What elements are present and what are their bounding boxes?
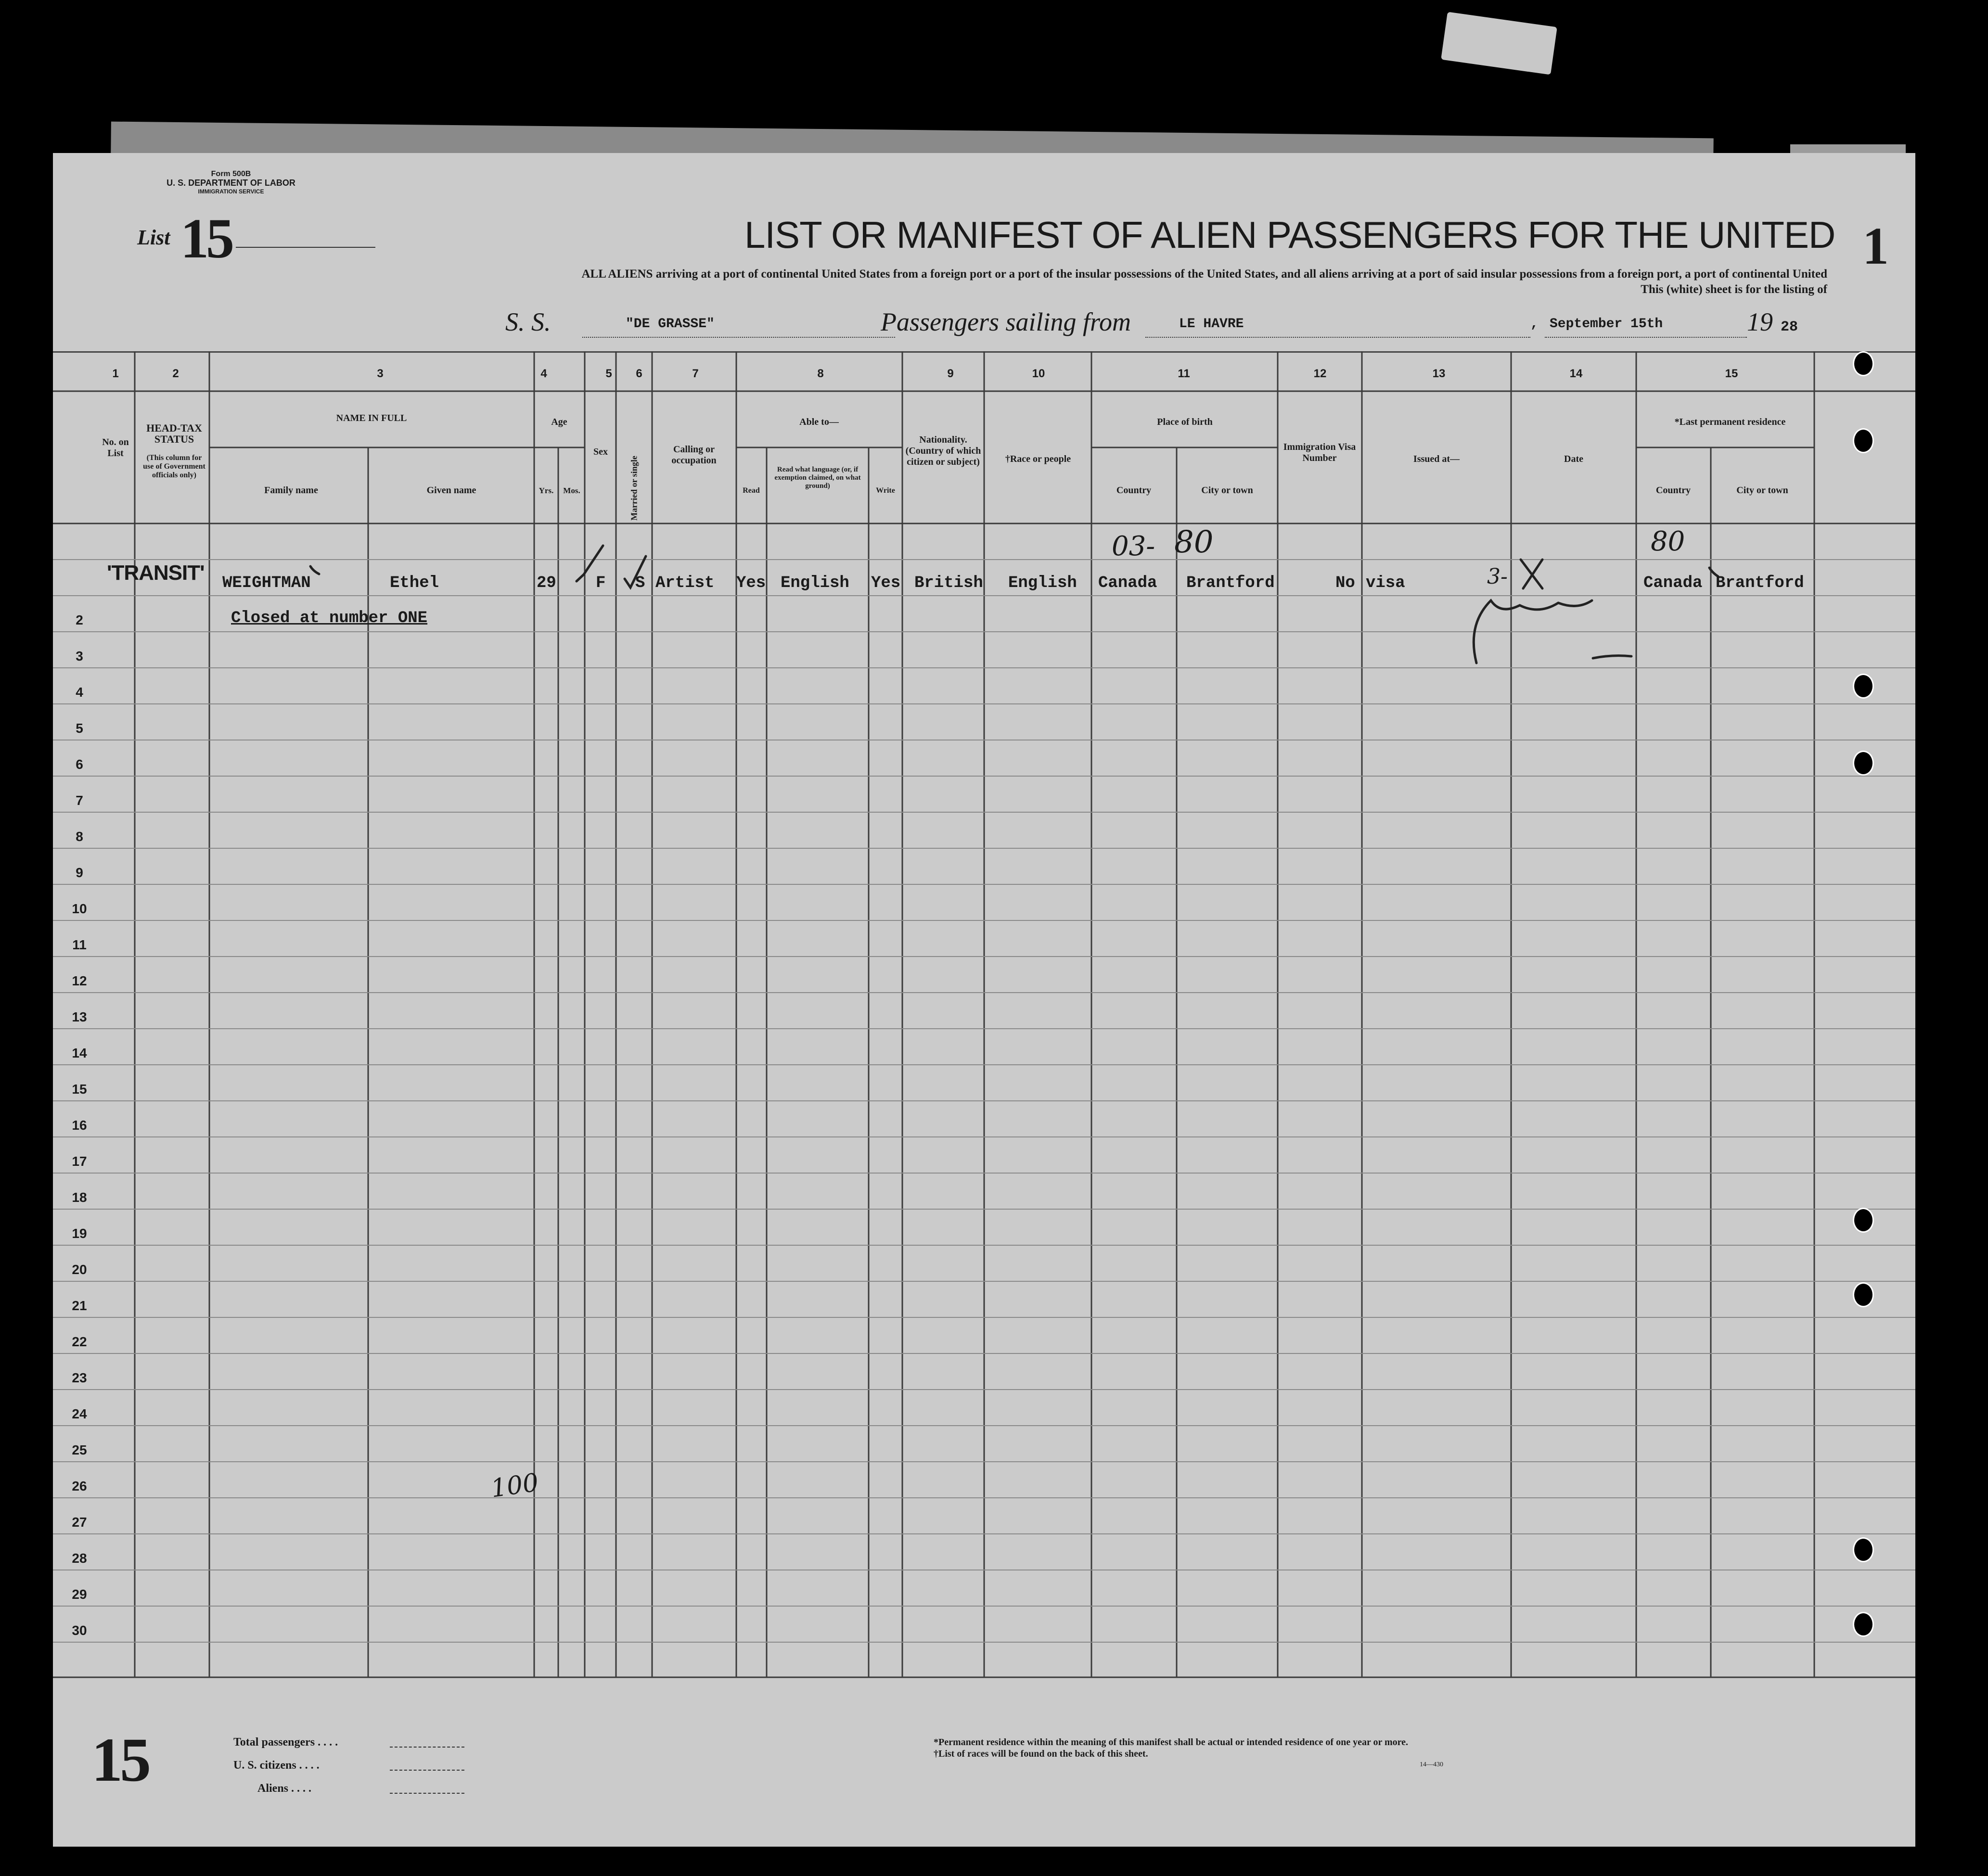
row-number-12: 12 <box>72 973 87 988</box>
col-num-8: 8 <box>817 367 824 380</box>
col-num-14: 14 <box>1569 367 1583 380</box>
row-number-4: 4 <box>76 685 83 700</box>
visa-issued-at: visa <box>1366 574 1405 592</box>
row-number-26: 26 <box>72 1479 87 1493</box>
birth-code-80: 80 <box>1174 524 1214 560</box>
head-birth-city: City or town <box>1201 485 1253 496</box>
marital-status: S <box>635 574 645 592</box>
row-number-15: 15 <box>72 1082 87 1097</box>
row-number-11: 11 <box>72 937 87 952</box>
binder-hole <box>1853 1537 1874 1562</box>
date-separator: , <box>1530 317 1539 332</box>
row-number-28: 28 <box>72 1551 87 1566</box>
birth-city: Brantford <box>1186 574 1275 592</box>
list-number: 15 <box>180 207 231 270</box>
year-prefix: 19 <box>1747 307 1773 336</box>
row-number-17: 17 <box>72 1154 87 1169</box>
row-number-8: 8 <box>76 829 83 844</box>
form-number: Form 500B <box>211 170 251 178</box>
col-num-10: 10 <box>1032 367 1045 380</box>
can-read: Yes <box>736 574 766 592</box>
occupation: Artist <box>655 574 715 592</box>
col-num-5: 5 <box>605 367 612 380</box>
head-able-to: Able to— <box>799 417 839 427</box>
nationality: British <box>914 574 983 592</box>
head-res-city: City or town <box>1736 485 1788 496</box>
birth-country: Canada <box>1098 574 1157 592</box>
head-calling: Calling or occupation <box>671 444 717 466</box>
aliens-label: Aliens . . . . <box>257 1782 312 1795</box>
table-grid <box>53 153 1915 1847</box>
binder-hole <box>1853 674 1874 699</box>
head-race: †Race or people <box>1005 454 1071 464</box>
manifest-page <box>53 153 1915 1847</box>
sex: F <box>596 574 606 592</box>
aliens-line <box>390 1793 464 1794</box>
row-number-14: 14 <box>72 1046 87 1060</box>
footer-list-number: 15 <box>91 1725 148 1795</box>
birth-code: 03- <box>1112 531 1155 562</box>
manifest-title: LIST OR MANIFEST OF ALIEN PASSENGERS FOR THE UNITED <box>744 214 1835 256</box>
col-num-4: 4 <box>540 367 547 380</box>
row-number-19: 19 <box>72 1226 87 1241</box>
residence-country: Canada <box>1643 574 1703 592</box>
subtitle-line-1: ALL ALIENS arriving at a port of continental United States from a foreign port or a port of the insular possessions of the United States, and all aliens arriving at a port of said insular possessions from a foreign port, a port of continental United <box>581 268 1827 281</box>
col-num-7: 7 <box>692 367 699 380</box>
head-issued-at: Issued at— <box>1413 454 1460 464</box>
row-number-18: 18 <box>72 1190 87 1205</box>
binder-hole <box>1853 751 1874 776</box>
head-sex: Sex <box>593 447 608 457</box>
row-number-29: 29 <box>72 1587 87 1602</box>
service: IMMIGRATION SERVICE <box>198 188 264 195</box>
can-write: Yes <box>871 574 901 592</box>
col-num-12: 12 <box>1313 367 1327 380</box>
transit-stamp: 'TRANSIT' <box>107 561 205 585</box>
family-name: WEIGHTMAN <box>222 574 311 592</box>
binder-hole <box>1853 1208 1874 1233</box>
race: English <box>1008 574 1077 592</box>
row-number-10: 10 <box>72 901 87 916</box>
sailing-date: September 15th <box>1550 317 1663 332</box>
mark-100: 100 <box>489 1468 540 1504</box>
subtitle-line-2: This (white) sheet is for the listing of <box>1641 283 1827 296</box>
head-given-name: Given name <box>426 485 476 496</box>
head-read-language: Read what language (or, if exemption claimed, on what ground) <box>774 466 861 490</box>
head-head-tax: HEAD-TAX STATUS <box>146 422 202 445</box>
given-name: Ethel <box>390 574 439 592</box>
col-num-2: 2 <box>172 367 179 380</box>
sailing-label: Passengers sailing from <box>881 307 1131 336</box>
total-passengers-line <box>390 1747 464 1748</box>
col-num-13: 13 <box>1432 367 1446 380</box>
head-write: Write <box>876 486 895 495</box>
year-suffix: 28 <box>1781 319 1798 335</box>
us-citizens-label: U. S. citizens . . . . <box>233 1759 320 1772</box>
department: U. S. DEPARTMENT OF LABOR <box>167 178 295 188</box>
binder-hole <box>1853 428 1874 453</box>
head-date: Date <box>1564 454 1583 464</box>
head-read: Read <box>743 486 760 495</box>
row-number-13: 13 <box>72 1009 87 1024</box>
total-passengers-label: Total passengers . . . . <box>233 1736 338 1748</box>
closed-note: Closed at number ONE <box>231 609 428 627</box>
head-married: Married or single <box>629 456 639 521</box>
binder-hole <box>1853 1282 1874 1307</box>
col-num-15: 15 <box>1725 367 1738 380</box>
row-number-5: 5 <box>76 721 83 736</box>
head-family-name: Family name <box>264 485 318 496</box>
row-number-20: 20 <box>72 1262 87 1277</box>
form-code: 14—430 <box>1420 1761 1443 1768</box>
row-number-22: 22 <box>72 1334 87 1349</box>
row-number-9: 9 <box>76 865 83 880</box>
departure-port: LE HAVRE <box>1179 317 1244 332</box>
footnote-residence: *Permanent residence within the meaning of this manifest shall be actual or intended residence of one year or more. <box>934 1737 1409 1748</box>
col-num-6: 6 <box>636 367 642 380</box>
age-years: 29 <box>537 574 556 592</box>
read-language: English <box>781 574 849 592</box>
head-no-on-list: No. on List <box>102 437 129 459</box>
row-number-6: 6 <box>76 757 83 772</box>
handwritten-marks <box>310 546 1718 663</box>
row-number-3: 3 <box>76 649 83 664</box>
binder-tab <box>1441 12 1557 75</box>
head-mos: Mos. <box>563 486 580 495</box>
row-number-21: 21 <box>72 1298 87 1313</box>
head-visa-number: Immigration Visa Number <box>1283 442 1356 463</box>
page-number: 1 <box>1862 217 1889 275</box>
row-number-24: 24 <box>72 1406 87 1421</box>
head-last-residence: *Last permanent residence <box>1674 417 1786 427</box>
col-num-9: 9 <box>947 367 954 380</box>
list-label: List <box>137 226 170 249</box>
col-num-3: 3 <box>377 367 384 380</box>
residence-code: 80 <box>1651 526 1685 557</box>
us-citizens-line <box>390 1770 464 1771</box>
row-number-25: 25 <box>72 1442 87 1457</box>
row-number-23: 23 <box>72 1370 87 1385</box>
row-number-27: 27 <box>72 1515 87 1530</box>
head-place-of-birth: Place of birth <box>1157 417 1213 427</box>
row-number-16: 16 <box>72 1118 87 1133</box>
residence-city: Brantford <box>1716 574 1804 592</box>
binder-hole <box>1853 351 1874 376</box>
head-res-country: Country <box>1655 485 1691 496</box>
row-number-2: 2 <box>76 613 83 627</box>
col-num-11: 11 <box>1178 367 1190 380</box>
col-num-1: 1 <box>112 367 119 380</box>
row-number-7: 7 <box>76 793 83 808</box>
head-yrs: Yrs. <box>539 486 554 495</box>
footnote-races: †List of races will be found on the back of this sheet. <box>934 1748 1148 1759</box>
ship-name: "DE GRASSE" <box>626 317 715 332</box>
head-nationality: Nationality. (Country of which citizen or subject) <box>905 434 981 467</box>
head-head-tax-note: (This column for use of Government officials only) <box>143 454 205 479</box>
visa-annotation: 3- <box>1487 564 1508 589</box>
visa-number: No <box>1335 574 1355 592</box>
head-name-in-full: NAME IN FULL <box>336 413 407 423</box>
row-number-30: 30 <box>72 1623 87 1638</box>
head-birth-country: Country <box>1116 485 1152 496</box>
binder-hole <box>1853 1612 1874 1637</box>
head-age: Age <box>551 417 567 427</box>
ss-label: S. S. <box>505 307 551 336</box>
